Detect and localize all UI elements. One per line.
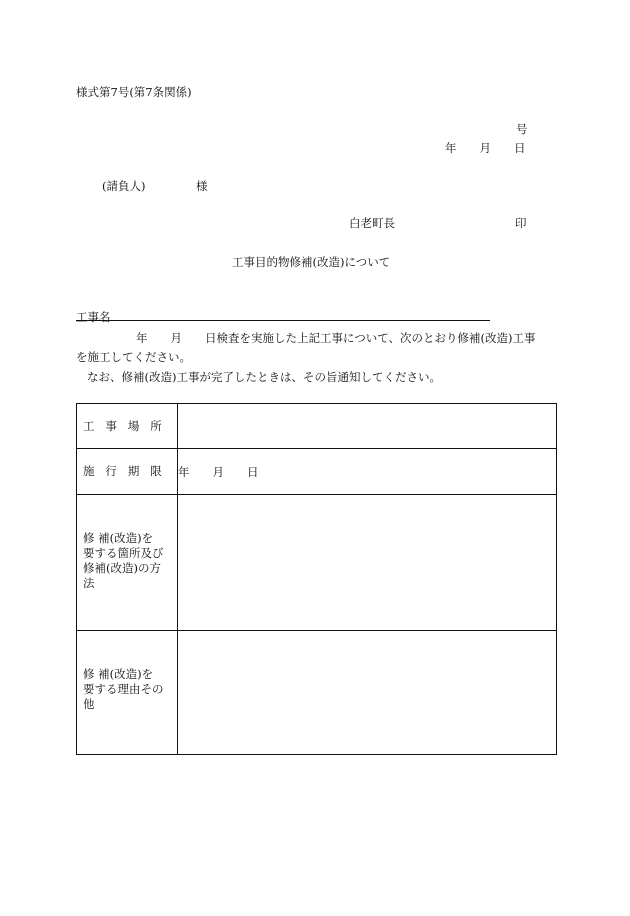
document-title: 工事目的物修補(改造)について bbox=[232, 255, 391, 269]
label-line: 要する理由その bbox=[83, 682, 164, 696]
table-row bbox=[77, 449, 557, 495]
work-name-label: 工事名 bbox=[76, 310, 111, 324]
work-location-label: 工事場所 bbox=[77, 404, 178, 449]
body-line-2: を施工してください。 bbox=[76, 350, 191, 364]
label-line: 他 bbox=[83, 697, 95, 711]
work-location-value[interactable] bbox=[178, 404, 557, 449]
table-row bbox=[77, 631, 557, 755]
repair-details-table bbox=[76, 403, 557, 755]
table-row bbox=[77, 495, 557, 631]
deadline-value[interactable]: 年 月 日 bbox=[178, 449, 557, 495]
label-line: 要する箇所及び bbox=[83, 546, 164, 560]
repair-location-method-label bbox=[77, 495, 178, 631]
label-line: 修 補(改造)を bbox=[83, 531, 154, 545]
seal-mark: 印 bbox=[515, 216, 527, 230]
body-line-3: なお、修補(改造)工事が完了したときは、その旨通知してください。 bbox=[87, 370, 441, 384]
label-line: 修 補(改造)を bbox=[83, 667, 154, 681]
repair-reason-value[interactable] bbox=[178, 631, 557, 755]
label-line: 修補(改造)の方 bbox=[83, 561, 161, 575]
addressee-role: (請負人) bbox=[102, 179, 146, 193]
form-number: 様式第7号(第7条関係) bbox=[76, 85, 192, 99]
deadline-label: 施行期限 bbox=[77, 449, 178, 495]
table-row bbox=[77, 404, 557, 449]
body-line-1: 年 月 日検査を実施した上記工事について、次のとおり修補(改造)工事 bbox=[136, 331, 536, 345]
addressee-honorific: 様 bbox=[196, 179, 208, 193]
document-number-label: 号 bbox=[516, 122, 528, 136]
repair-reason-label bbox=[77, 631, 178, 755]
issuer-name: 白老町長 bbox=[349, 216, 395, 230]
issue-date: 年 月 日 bbox=[445, 141, 526, 155]
label-line: 法 bbox=[83, 576, 95, 590]
work-name-underline bbox=[76, 320, 490, 321]
repair-location-method-value[interactable] bbox=[178, 495, 557, 631]
